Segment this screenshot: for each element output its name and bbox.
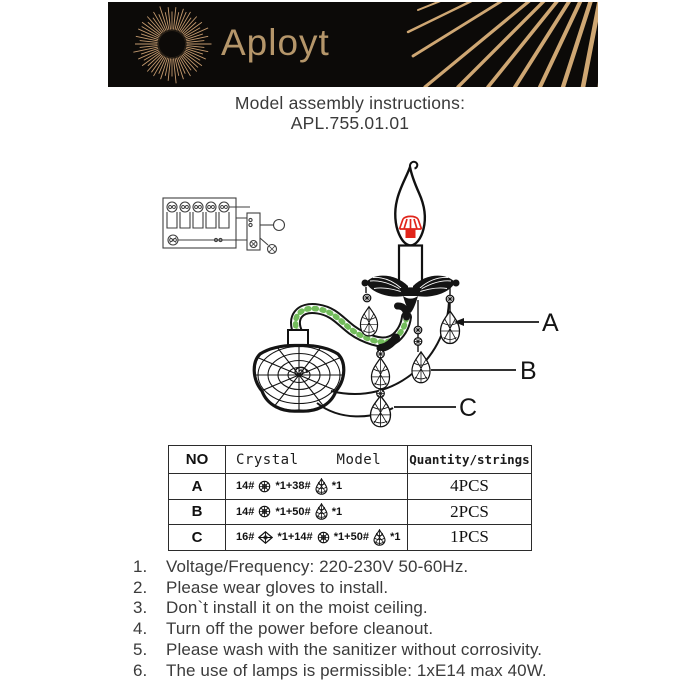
header-quantity: Quantity/strings — [409, 452, 530, 467]
drop-crystal-icon — [315, 503, 328, 520]
diamond-crystal-icon — [258, 531, 273, 544]
crystal-spec — [236, 529, 400, 546]
header-crystal: Crystal — [236, 451, 299, 468]
crystal-spec-text: *1+14# — [274, 531, 316, 544]
assembly-diagram — [140, 160, 600, 440]
banner-rays-decoration — [363, 2, 598, 87]
table-row — [169, 473, 531, 499]
crystal-spec-text: *1 — [387, 531, 401, 544]
crystal-drop — [360, 307, 377, 336]
crystal-spec-text: *1+50# — [330, 531, 373, 544]
header-no: NO — [169, 446, 226, 473]
instruction-item: 2. Please wear gloves to install. — [133, 577, 389, 597]
crystal-drop — [371, 358, 389, 389]
drop-crystal-icon — [373, 529, 386, 546]
brand-banner — [108, 2, 598, 87]
rosette-crystal-icon — [317, 531, 330, 544]
crystal-spec-text: *1 — [328, 505, 343, 518]
part-label-b: B — [520, 357, 537, 385]
instruction-list — [133, 557, 603, 681]
instruction-item: 3. Don`t install it on the moist ceiling. — [133, 598, 428, 618]
model-number: APL.755.01.01 — [290, 112, 410, 133]
starburst-logo-icon — [127, 2, 217, 87]
instruction-item: 6. The use of lamps is permissible: 1xE14 max 40W. — [133, 660, 547, 680]
row-no: C — [169, 525, 226, 550]
instruction-item: 4. Turn off the power before cleanout. — [133, 619, 434, 639]
quantity-value: 4PCS — [450, 476, 489, 496]
octagon-bead — [446, 295, 454, 303]
crystal-spec-text: *1+38# — [272, 480, 314, 493]
rosette-crystal-icon — [258, 505, 271, 518]
header-crystal-model — [226, 446, 408, 473]
octagon-bead — [363, 294, 371, 302]
rosette-crystal-icon — [258, 480, 271, 493]
crystal-spec — [236, 478, 342, 495]
instruction-item: 1. Voltage/Frequency: 220-230V 50-60Hz. — [133, 557, 469, 576]
wall-backplate — [247, 337, 351, 413]
part-label-a: A — [542, 309, 559, 337]
crystal-drop-a — [441, 311, 460, 344]
crystal-parts-table — [168, 445, 532, 551]
octagon-bead — [377, 350, 385, 358]
title-block — [0, 94, 700, 133]
table-row — [169, 499, 531, 525]
brand-name: Aployt — [221, 22, 330, 63]
instruction-item: 5. Please wash with the sanitizer without corrosivity. — [133, 639, 543, 659]
crystal-spec-text: *1+50# — [272, 505, 314, 518]
crystal-spec-text: 14# — [236, 505, 258, 518]
crystal-spec-text: 14# — [236, 480, 258, 493]
table-header-row — [169, 446, 531, 473]
crystal-spec — [236, 503, 342, 520]
octagon-bead — [414, 338, 422, 346]
wiring-schematic — [163, 198, 285, 254]
row-no: B — [169, 500, 226, 525]
candle — [395, 162, 425, 289]
crystal-spec-text: 16# — [236, 531, 258, 544]
octagon-bead — [414, 326, 422, 334]
quantity-value: 1PCS — [450, 527, 489, 547]
drop-crystal-icon — [315, 478, 328, 495]
header-model: Model — [336, 451, 382, 468]
table-row — [169, 524, 531, 550]
crystal-drop-b — [412, 352, 430, 383]
crystal-drop-c — [371, 396, 391, 427]
sconce-arm — [295, 306, 406, 348]
page-title: Model assembly instructions: — [234, 93, 466, 113]
part-label-c: C — [459, 394, 478, 422]
crystal-spec-text: *1 — [328, 480, 343, 493]
quantity-value: 2PCS — [450, 501, 489, 521]
row-no: A — [169, 474, 226, 499]
